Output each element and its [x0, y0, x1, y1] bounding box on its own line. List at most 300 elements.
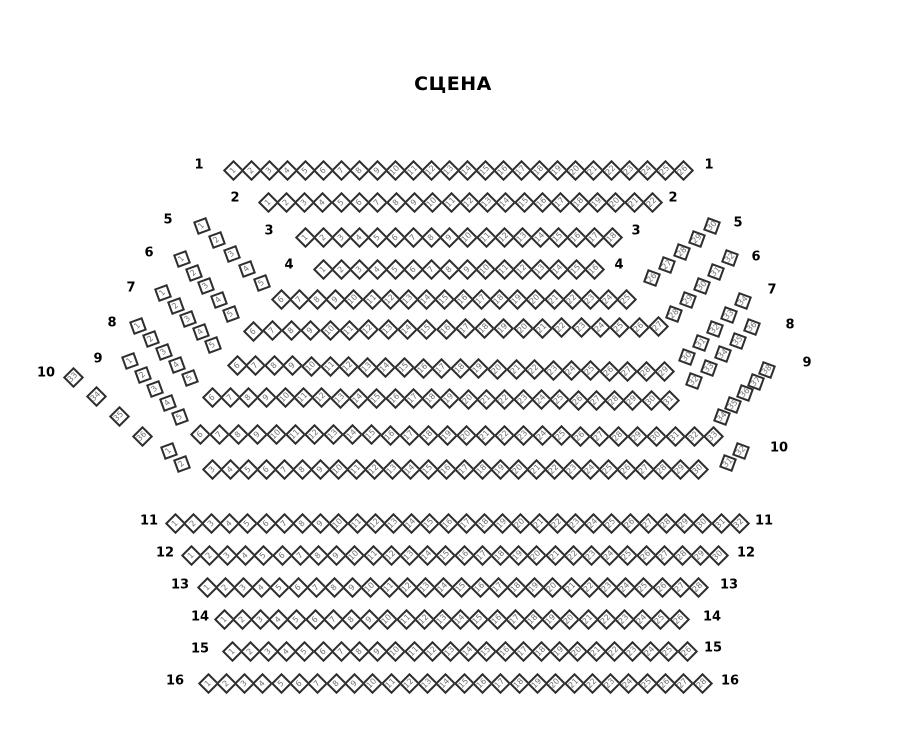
seat[interactable] — [678, 348, 696, 366]
seat[interactable] — [665, 305, 683, 323]
seat-number: 11 — [381, 579, 396, 594]
seat-number: 14 — [420, 547, 435, 562]
seat[interactable] — [193, 217, 211, 235]
seat[interactable] — [129, 317, 147, 335]
seat-number: 1 — [317, 263, 328, 274]
seat-number: 17 — [459, 515, 473, 530]
seat-number: 7 — [250, 359, 261, 370]
seat-number: 25 — [619, 291, 634, 306]
seat-number: 9 — [409, 196, 420, 207]
seat-number: 30 — [694, 278, 709, 293]
seat-number: 13 — [420, 675, 435, 690]
seat-number: 4 — [241, 263, 252, 274]
seat-number: 6 — [317, 645, 328, 656]
seat-number: 15 — [479, 643, 494, 658]
seat-number: 17 — [456, 461, 471, 476]
seat-number: 18 — [474, 461, 489, 476]
seat-number: 14 — [351, 391, 365, 405]
seat-number: 10 — [323, 323, 337, 337]
seat[interactable] — [300, 320, 321, 341]
seat-number: 26 — [675, 162, 690, 177]
seat[interactable] — [398, 424, 419, 445]
seat-number: 2 — [188, 267, 199, 278]
seat-number: 2 — [170, 300, 181, 311]
seat[interactable] — [284, 424, 305, 445]
seat-number: 8 — [268, 360, 279, 371]
seat[interactable] — [708, 544, 729, 565]
seat-number: 6 — [317, 164, 328, 175]
seat[interactable] — [714, 345, 732, 363]
seat-number: 10 — [425, 194, 440, 209]
seat[interactable] — [687, 458, 708, 479]
seat-number: 5 — [275, 677, 286, 688]
seat-number: 21 — [626, 194, 641, 209]
seat[interactable] — [167, 297, 185, 315]
seat-number: 22 — [496, 428, 511, 443]
seat[interactable] — [672, 159, 693, 180]
seat[interactable] — [707, 263, 725, 281]
seat-number: 30 — [648, 429, 663, 443]
seat[interactable] — [683, 426, 704, 447]
row-13-label-left: 13 — [170, 577, 190, 593]
seat-number: 27 — [636, 461, 651, 476]
seat[interactable] — [168, 356, 186, 374]
seat-number: 2 — [145, 333, 156, 344]
seat-number: 33 — [705, 429, 720, 444]
seat-number: 14 — [378, 360, 393, 374]
seat-number: 16 — [438, 461, 453, 476]
seat-number: 12 — [368, 515, 382, 530]
seat-number: 28 — [610, 429, 625, 443]
seat[interactable] — [360, 424, 381, 445]
seat[interactable] — [210, 291, 228, 309]
seat-number: 34 — [735, 293, 750, 308]
seat-number: 12 — [361, 322, 376, 337]
seat-number: 12 — [417, 611, 431, 626]
seat[interactable] — [303, 424, 324, 445]
seat[interactable] — [645, 426, 666, 447]
seat-number: 4 — [213, 294, 224, 305]
seat[interactable] — [532, 317, 553, 338]
seat-number: 5 — [335, 196, 346, 207]
seat-number: 7 — [372, 196, 383, 207]
seat[interactable] — [86, 386, 107, 407]
seat-number: 16 — [475, 675, 489, 690]
seat[interactable] — [208, 231, 226, 249]
seat-number: 11 — [342, 322, 356, 337]
seat-number: 5 — [207, 339, 218, 350]
seat-number: 19 — [496, 321, 511, 335]
seat[interactable] — [155, 343, 173, 361]
seat-number: 13 — [441, 162, 456, 177]
seat-number: 22 — [582, 579, 596, 594]
seat[interactable] — [702, 426, 723, 447]
seat[interactable] — [679, 291, 697, 309]
seat-number: 5 — [258, 549, 269, 560]
seat[interactable] — [676, 640, 697, 661]
seat-number: 13 — [332, 390, 347, 405]
seat[interactable] — [436, 425, 457, 446]
seat[interactable] — [173, 250, 191, 268]
seat-number: 35 — [726, 398, 740, 412]
seat-number: 2 — [137, 369, 148, 380]
seat-number: 18 — [477, 321, 492, 336]
seat-number: 8 — [296, 463, 307, 474]
seat[interactable] — [551, 317, 572, 338]
seat[interactable] — [192, 323, 210, 341]
seat-number: 24 — [534, 428, 549, 443]
seat-number: 30 — [644, 393, 658, 408]
seat-number: 2 — [245, 164, 256, 175]
seat-number: 3 — [149, 383, 160, 394]
seat[interactable] — [223, 245, 241, 263]
seat-number: 26 — [654, 579, 669, 594]
row-8-label-right: 8 — [785, 317, 795, 333]
seat-number: 18 — [531, 162, 546, 177]
row-15-label-left: 15 — [190, 641, 210, 657]
row-6-label-right: 6 — [751, 249, 761, 265]
seat-number: 4 — [195, 326, 206, 337]
seat-number: 5 — [256, 277, 267, 288]
seat[interactable] — [692, 334, 710, 352]
seat[interactable] — [628, 316, 649, 337]
seat[interactable] — [607, 426, 628, 447]
seat-number: 35 — [112, 409, 127, 423]
seat-number: 15 — [471, 611, 486, 626]
seat-number: 28 — [654, 461, 669, 476]
seat-number: 26 — [618, 461, 633, 476]
seat-number: 10 — [330, 461, 345, 476]
seat-number: 17 — [475, 547, 489, 562]
row-7-label-right: 7 — [767, 282, 777, 298]
seat-number: 24 — [643, 643, 658, 658]
seat-number: 18 — [493, 547, 507, 562]
seat-number: 36 — [135, 428, 150, 443]
seat-number: 9 — [305, 325, 316, 336]
seat-number: 25 — [604, 515, 619, 530]
seat[interactable] — [132, 425, 153, 446]
row-8-label-left: 8 — [107, 315, 117, 331]
seat-number: 8 — [390, 196, 401, 207]
seat-number: 12 — [425, 643, 439, 658]
seat-number: 14 — [344, 427, 359, 442]
seat[interactable] — [602, 226, 623, 247]
seat-number: 25 — [636, 579, 651, 594]
seat[interactable] — [743, 318, 761, 336]
seat-number: 18 — [424, 391, 439, 406]
seat-number: 16 — [495, 162, 510, 177]
seat[interactable] — [341, 424, 362, 445]
seat-number: 16 — [415, 360, 430, 375]
seat[interactable] — [185, 264, 203, 282]
seat-number: 28 — [674, 244, 689, 259]
row-3-label-right: 3 — [631, 223, 641, 239]
seat[interactable] — [664, 426, 685, 447]
seat-number: 23 — [515, 428, 530, 443]
seat-number: 27 — [673, 579, 687, 594]
seat[interactable] — [197, 277, 215, 295]
seat-number: 4 — [224, 517, 235, 528]
seat-number: 24 — [635, 611, 650, 626]
seat[interactable] — [121, 352, 139, 370]
seat-number: 27 — [651, 319, 665, 334]
seat-number: 20 — [562, 611, 577, 626]
seat[interactable] — [377, 319, 398, 340]
seat-number: 16 — [438, 321, 453, 336]
seat-number: 5 — [372, 231, 383, 242]
seat[interactable] — [154, 284, 172, 302]
seat[interactable] — [493, 318, 514, 339]
seat-number: 13 — [386, 515, 400, 530]
seat-number: 24 — [601, 291, 616, 306]
seat-number: 26 — [679, 643, 694, 658]
seat[interactable] — [417, 425, 438, 446]
seat[interactable] — [550, 425, 571, 446]
seat-number: 5 — [225, 308, 236, 319]
seat[interactable] — [265, 424, 286, 445]
seat-number: 20 — [490, 362, 504, 376]
row-2-label-left: 2 — [230, 190, 240, 206]
seat-number: 14 — [533, 229, 547, 244]
seat[interactable] — [626, 426, 647, 447]
seat[interactable] — [693, 277, 711, 295]
seat-number: 12 — [384, 547, 398, 562]
seat-number: 15 — [438, 547, 453, 562]
seat[interactable] — [588, 425, 609, 446]
seat[interactable] — [706, 320, 724, 338]
seat[interactable] — [322, 424, 343, 445]
seat-number: 38 — [760, 362, 774, 377]
row-11-label-right: 11 — [754, 513, 774, 529]
seat-number: 10 — [304, 359, 318, 373]
seat[interactable] — [700, 359, 718, 377]
seat[interactable] — [238, 260, 256, 278]
seat-number: 16 — [456, 547, 471, 562]
seat-number: 15 — [517, 194, 531, 209]
seat[interactable] — [358, 319, 379, 340]
seat-number: 31 — [708, 264, 723, 279]
seat-number: 7 — [408, 231, 419, 242]
seat-number: 25 — [640, 675, 654, 690]
seat[interactable] — [658, 256, 676, 274]
seat-number: 6 — [408, 263, 419, 274]
seat-number: 15 — [369, 391, 384, 405]
seat-number: 24 — [602, 547, 617, 562]
seat[interactable] — [455, 318, 476, 339]
seat[interactable] — [734, 292, 752, 310]
seat[interactable] — [616, 288, 637, 309]
seat-number: 25 — [600, 461, 615, 476]
seat-number: 12 — [314, 390, 329, 405]
seat-number: 23 — [621, 162, 636, 177]
seat[interactable] — [416, 319, 437, 340]
seat-number: 27 — [659, 257, 674, 272]
seat-number: 6 — [275, 293, 286, 304]
seat[interactable] — [146, 380, 164, 398]
seat[interactable] — [159, 394, 177, 412]
seat[interactable] — [648, 316, 669, 337]
seat-number: 10 — [347, 547, 362, 562]
seat-number: 3 — [263, 164, 274, 175]
seat[interactable] — [703, 217, 721, 235]
seat-number: 8 — [444, 263, 455, 274]
row-9-label-left: 9 — [93, 351, 103, 367]
seat-number: 28 — [607, 393, 622, 407]
seat[interactable] — [435, 318, 456, 339]
seat[interactable] — [222, 305, 240, 323]
seat[interactable] — [721, 249, 739, 267]
seat[interactable] — [134, 366, 152, 384]
seat-number: 29 — [689, 231, 704, 246]
seat[interactable] — [688, 230, 706, 248]
seat-number: 13 — [384, 461, 399, 476]
seat[interactable] — [204, 336, 222, 354]
seat-number: 14 — [402, 461, 417, 476]
seat-number: 21 — [479, 392, 493, 406]
seat-number: 8 — [297, 517, 308, 528]
seat[interactable] — [570, 317, 591, 338]
seat-number: 30 — [695, 515, 710, 530]
seat-number: 3 — [239, 677, 250, 688]
seat[interactable] — [688, 576, 709, 597]
seat[interactable] — [493, 425, 514, 446]
seat[interactable] — [609, 317, 630, 338]
seat-number: 7 — [278, 517, 289, 528]
seat[interactable] — [242, 320, 263, 341]
row-13-label-right: 13 — [719, 577, 739, 593]
seat-number: 11 — [406, 643, 421, 658]
seat[interactable] — [642, 191, 663, 212]
seat-number: 7 — [294, 549, 305, 560]
seat-number: 12 — [400, 579, 414, 594]
seat-number: 9 — [331, 549, 342, 560]
seat[interactable] — [246, 424, 267, 445]
row-9-label-right: 9 — [802, 355, 812, 371]
seat[interactable] — [729, 332, 747, 350]
seat-number: 22 — [497, 392, 512, 406]
seat-number: 7 — [327, 613, 338, 624]
seat[interactable] — [455, 425, 476, 446]
seat-number: 19 — [590, 194, 604, 209]
seat[interactable] — [62, 366, 83, 387]
seat[interactable] — [584, 258, 605, 279]
seat[interactable] — [339, 319, 360, 340]
row-5-label-right: 5 — [733, 215, 743, 231]
seat-number: 16 — [455, 291, 470, 306]
seat-number: 13 — [533, 261, 547, 276]
seat-number: 6 — [247, 325, 258, 336]
seat-number: 28 — [666, 306, 681, 321]
seat-number: 8 — [313, 549, 324, 560]
seat[interactable] — [512, 425, 533, 446]
seat-number: 8 — [243, 391, 254, 402]
seat[interactable] — [685, 372, 703, 390]
seat-number: 17 — [516, 643, 530, 658]
seat[interactable] — [668, 608, 689, 629]
seat-number: 9 — [330, 293, 341, 304]
seat[interactable] — [673, 243, 691, 261]
seat-number: 32 — [733, 443, 748, 458]
seat-number: 14 — [498, 194, 513, 209]
seat[interactable] — [262, 320, 283, 341]
seat[interactable] — [720, 306, 738, 324]
seat-number: 15 — [363, 427, 378, 442]
seat[interactable] — [227, 424, 248, 445]
row-16-label-left: 16 — [165, 673, 185, 689]
seat[interactable] — [109, 406, 130, 427]
seat[interactable] — [179, 310, 197, 328]
seat-number: 8 — [354, 645, 365, 656]
seat-number: 9 — [462, 263, 473, 274]
seat-number: 19 — [530, 675, 544, 690]
seat[interactable] — [719, 454, 737, 472]
seat-number: 28 — [694, 675, 709, 690]
seat[interactable] — [181, 369, 199, 387]
seat[interactable] — [729, 512, 750, 533]
seat-number: 2 — [335, 263, 346, 274]
seat-number: 29 — [680, 292, 695, 307]
seat[interactable] — [659, 390, 680, 411]
seat[interactable] — [531, 425, 552, 446]
seat-number: 20 — [513, 515, 528, 530]
seat-number: 10 — [268, 427, 283, 441]
seat-number: 7 — [312, 677, 323, 688]
seat[interactable] — [171, 408, 189, 426]
seat-number: 12 — [402, 675, 416, 690]
seat-number: 11 — [478, 229, 493, 244]
seat[interactable] — [643, 269, 661, 287]
seat[interactable] — [160, 442, 178, 460]
seat-number: 20 — [570, 643, 585, 658]
seat-number: 18 — [605, 229, 620, 244]
seat-number: 26 — [638, 547, 653, 562]
seat[interactable] — [654, 361, 675, 382]
seat-number: 10 — [331, 515, 346, 530]
seat-number: 19 — [471, 361, 486, 376]
row-10-label-left: 10 — [36, 365, 56, 381]
seat[interactable] — [142, 330, 160, 348]
seat-number: 2 — [280, 196, 291, 207]
seat-number: 7 — [278, 463, 289, 474]
seat-number: 24 — [639, 162, 654, 177]
seat[interactable] — [173, 455, 191, 473]
seat-number: 6 — [390, 231, 401, 242]
row-7-label-left: 7 — [126, 280, 136, 296]
seat[interactable] — [474, 425, 495, 446]
seat-number: 9 — [347, 581, 358, 592]
seat-number: 11 — [405, 162, 420, 177]
stage-title: СЦЕНА — [414, 73, 492, 95]
seat-number: 23 — [617, 611, 631, 626]
seat-number: 4 — [257, 677, 268, 688]
seat[interactable] — [691, 672, 712, 693]
seat[interactable] — [208, 423, 229, 444]
seat-number: 17 — [587, 229, 602, 244]
seat-number: 20 — [548, 675, 563, 690]
seat-number: 18 — [509, 579, 523, 594]
row-16-label-right: 16 — [720, 673, 740, 689]
seat-number: 23 — [515, 392, 530, 406]
seat-number: 32 — [686, 429, 701, 444]
seat-number: 14 — [453, 611, 468, 626]
row-11-label-left: 11 — [139, 513, 159, 529]
seat-number: 9 — [444, 231, 455, 242]
seat-number: 25 — [661, 643, 676, 658]
seat-number: 23 — [584, 547, 598, 562]
seat-number: 25 — [583, 363, 597, 378]
seat-number: 20 — [529, 547, 544, 562]
seat[interactable] — [253, 274, 271, 292]
